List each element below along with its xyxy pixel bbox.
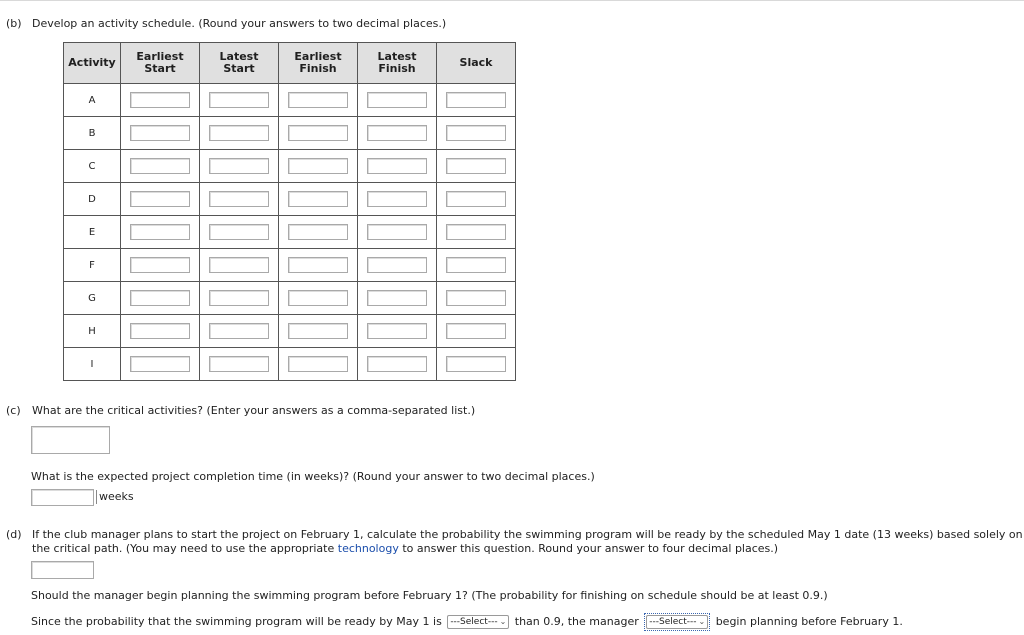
cell-slack <box>437 249 516 282</box>
latest-start-input[interactable] <box>209 290 269 306</box>
weeks-unit <box>96 490 134 504</box>
slack-input[interactable] <box>446 224 506 240</box>
latest-start-input[interactable] <box>209 125 269 141</box>
cell-earliest-start <box>121 183 200 216</box>
cell-latest-finish <box>358 117 437 150</box>
since-text: Since the probability that the swimming program will be ready by May 1 is <box>31 615 442 628</box>
part-b-text: Develop an activity schedule. (Round your answers to two decimal places.) <box>32 17 447 30</box>
earliest-start-input[interactable] <box>130 257 190 273</box>
header-latest-start <box>200 43 279 84</box>
part-c-label: (c) <box>6 404 21 417</box>
latest-start-input[interactable] <box>209 224 269 240</box>
earliest-finish-input[interactable] <box>288 257 348 273</box>
cell-earliest-finish <box>279 117 358 150</box>
cell-latest-start <box>200 315 279 348</box>
latest-start-input[interactable] <box>209 323 269 339</box>
slack-input[interactable] <box>446 356 506 372</box>
activity-label: C <box>64 150 121 183</box>
latest-finish-input[interactable] <box>367 290 427 306</box>
part-d-text-end: to answer this question. Round your answer to four decimal places.) <box>402 542 779 555</box>
earliest-finish-input[interactable] <box>288 356 348 372</box>
part-d-text <box>32 528 1024 556</box>
part-d-text-start: If the club manager plans to start the project on February 1, calculate the probability the swimming program will be ready by the scheduled May 1 date (13 weeks) based solely on the critical path. (You may need to use the appropriate <box>32 528 1023 555</box>
activity-label: D <box>64 183 121 216</box>
earliest-start-input[interactable] <box>130 323 190 339</box>
table-body <box>64 84 516 381</box>
slack-input[interactable] <box>446 158 506 174</box>
table-row <box>64 84 516 117</box>
part-d-prompt <box>6 528 1024 556</box>
slack-input[interactable] <box>446 125 506 141</box>
focus-ring <box>644 613 710 631</box>
chevron-down-icon: ⌄ <box>499 617 507 626</box>
completion-time-input[interactable] <box>31 489 94 506</box>
cell-latest-finish <box>358 348 437 381</box>
part-d-label: (d) <box>6 528 22 541</box>
cell-earliest-start <box>121 315 200 348</box>
decision-select-value: ---Select--- <box>649 617 697 627</box>
weeks-unit-text: weeks <box>99 490 134 503</box>
chevron-down-icon: ⌄ <box>698 617 706 626</box>
cell-latest-finish <box>358 282 437 315</box>
cell-earliest-start <box>121 216 200 249</box>
top-divider <box>0 0 1024 1</box>
earliest-finish-input[interactable] <box>288 290 348 306</box>
cell-latest-start <box>200 249 279 282</box>
cell-latest-finish <box>358 315 437 348</box>
cell-earliest-finish <box>279 282 358 315</box>
table-row <box>64 348 516 381</box>
activity-label: F <box>64 249 121 282</box>
cell-earliest-finish <box>279 216 358 249</box>
critical-activities-input[interactable] <box>31 426 110 454</box>
comparison-select-value: ---Select--- <box>450 617 498 627</box>
table-row <box>64 216 516 249</box>
end-text: begin planning before February 1. <box>715 615 903 628</box>
table-row <box>64 117 516 150</box>
mid-text: than 0.9, the manager <box>514 615 639 628</box>
latest-finish-input[interactable] <box>367 323 427 339</box>
cell-slack <box>437 282 516 315</box>
earliest-start-input[interactable] <box>130 125 190 141</box>
part-b-prompt <box>6 17 446 31</box>
header-latest-finish-text: Latest Finish <box>377 50 417 75</box>
latest-start-input[interactable] <box>209 257 269 273</box>
earliest-start-input[interactable] <box>130 158 190 174</box>
earliest-finish-input[interactable] <box>288 191 348 207</box>
cell-slack <box>437 315 516 348</box>
activity-label: I <box>64 348 121 381</box>
activity-label: B <box>64 117 121 150</box>
table-row <box>64 282 516 315</box>
cell-latest-start <box>200 348 279 381</box>
activity-label: G <box>64 282 121 315</box>
cell-latest-start <box>200 150 279 183</box>
cell-earliest-finish <box>279 249 358 282</box>
header-earliest-start <box>121 43 200 84</box>
earliest-start-input[interactable] <box>130 191 190 207</box>
cell-slack <box>437 117 516 150</box>
cell-latest-start <box>200 282 279 315</box>
latest-start-input[interactable] <box>209 158 269 174</box>
earliest-finish-input[interactable] <box>288 125 348 141</box>
cell-slack <box>437 84 516 117</box>
cell-latest-start <box>200 84 279 117</box>
slack-input[interactable] <box>446 290 506 306</box>
activity-label: H <box>64 315 121 348</box>
earliest-finish-input[interactable] <box>288 323 348 339</box>
latest-finish-input[interactable] <box>367 158 427 174</box>
cell-earliest-finish <box>279 183 358 216</box>
header-slack: Slack <box>437 43 516 84</box>
earliest-start-input[interactable] <box>130 92 190 108</box>
cell-slack <box>437 216 516 249</box>
latest-finish-input[interactable] <box>367 191 427 207</box>
completion-time-question: What is the expected project completion time (in weeks)? (Round your answer to two decimal places.) <box>31 470 595 483</box>
cell-earliest-start <box>121 150 200 183</box>
cell-slack <box>437 150 516 183</box>
latest-start-input[interactable] <box>209 356 269 372</box>
cell-latest-start <box>200 216 279 249</box>
cell-latest-start <box>200 183 279 216</box>
cell-slack <box>437 348 516 381</box>
earliest-finish-input[interactable] <box>288 224 348 240</box>
latest-finish-input[interactable] <box>367 125 427 141</box>
cell-latest-start <box>200 117 279 150</box>
slack-input[interactable] <box>446 323 506 339</box>
cell-earliest-start <box>121 249 200 282</box>
cell-earliest-start <box>121 282 200 315</box>
cell-earliest-start <box>121 84 200 117</box>
cell-earliest-finish <box>279 150 358 183</box>
slack-input[interactable] <box>446 191 506 207</box>
part-b-label: (b) <box>6 17 22 30</box>
header-earliest-finish <box>279 43 358 84</box>
activity-schedule-table <box>63 42 516 381</box>
activity-label: A <box>64 84 121 117</box>
header-earliest-finish-text: Earliest Finish <box>294 50 342 75</box>
header-activity: Activity <box>64 43 121 84</box>
planning-question: Should the manager begin planning the swimming program before February 1? (The probability for finishing on schedule should be at least 0.9.) <box>31 589 828 602</box>
cell-latest-finish <box>358 150 437 183</box>
earliest-finish-input[interactable] <box>288 92 348 108</box>
cell-earliest-start <box>121 117 200 150</box>
header-earliest-start-text: Earliest Start <box>136 50 184 75</box>
header-latest-finish <box>358 43 437 84</box>
latest-finish-input[interactable] <box>367 356 427 372</box>
cell-latest-finish <box>358 216 437 249</box>
latest-finish-input[interactable] <box>367 257 427 273</box>
unit-divider <box>96 490 97 504</box>
table-row <box>64 183 516 216</box>
latest-finish-input[interactable] <box>367 224 427 240</box>
latest-finish-input[interactable] <box>367 92 427 108</box>
part-c-prompt <box>6 404 475 418</box>
earliest-start-input[interactable] <box>130 224 190 240</box>
cell-earliest-start <box>121 348 200 381</box>
comparison-select[interactable] <box>447 615 509 629</box>
cell-earliest-finish <box>279 84 358 117</box>
activity-label: E <box>64 216 121 249</box>
conclusion-sentence <box>31 613 903 629</box>
latest-start-input[interactable] <box>209 92 269 108</box>
cell-slack <box>437 183 516 216</box>
part-c-text: What are the critical activities? (Enter your answers as a comma-separated list.) <box>32 404 476 417</box>
technology-link[interactable]: technology <box>337 542 399 555</box>
cell-latest-finish <box>358 183 437 216</box>
earliest-start-input[interactable] <box>130 290 190 306</box>
table-row <box>64 249 516 282</box>
cell-latest-finish <box>358 84 437 117</box>
earliest-start-input[interactable] <box>130 356 190 372</box>
cell-latest-finish <box>358 249 437 282</box>
header-latest-start-text: Latest Start <box>219 50 259 75</box>
slack-input[interactable] <box>446 92 506 108</box>
table-row <box>64 315 516 348</box>
probability-input[interactable] <box>31 561 94 579</box>
cell-earliest-finish <box>279 348 358 381</box>
table-header-row <box>64 43 516 84</box>
latest-start-input[interactable] <box>209 191 269 207</box>
cell-earliest-finish <box>279 315 358 348</box>
earliest-finish-input[interactable] <box>288 158 348 174</box>
table-row <box>64 150 516 183</box>
decision-select[interactable] <box>646 615 708 629</box>
slack-input[interactable] <box>446 257 506 273</box>
